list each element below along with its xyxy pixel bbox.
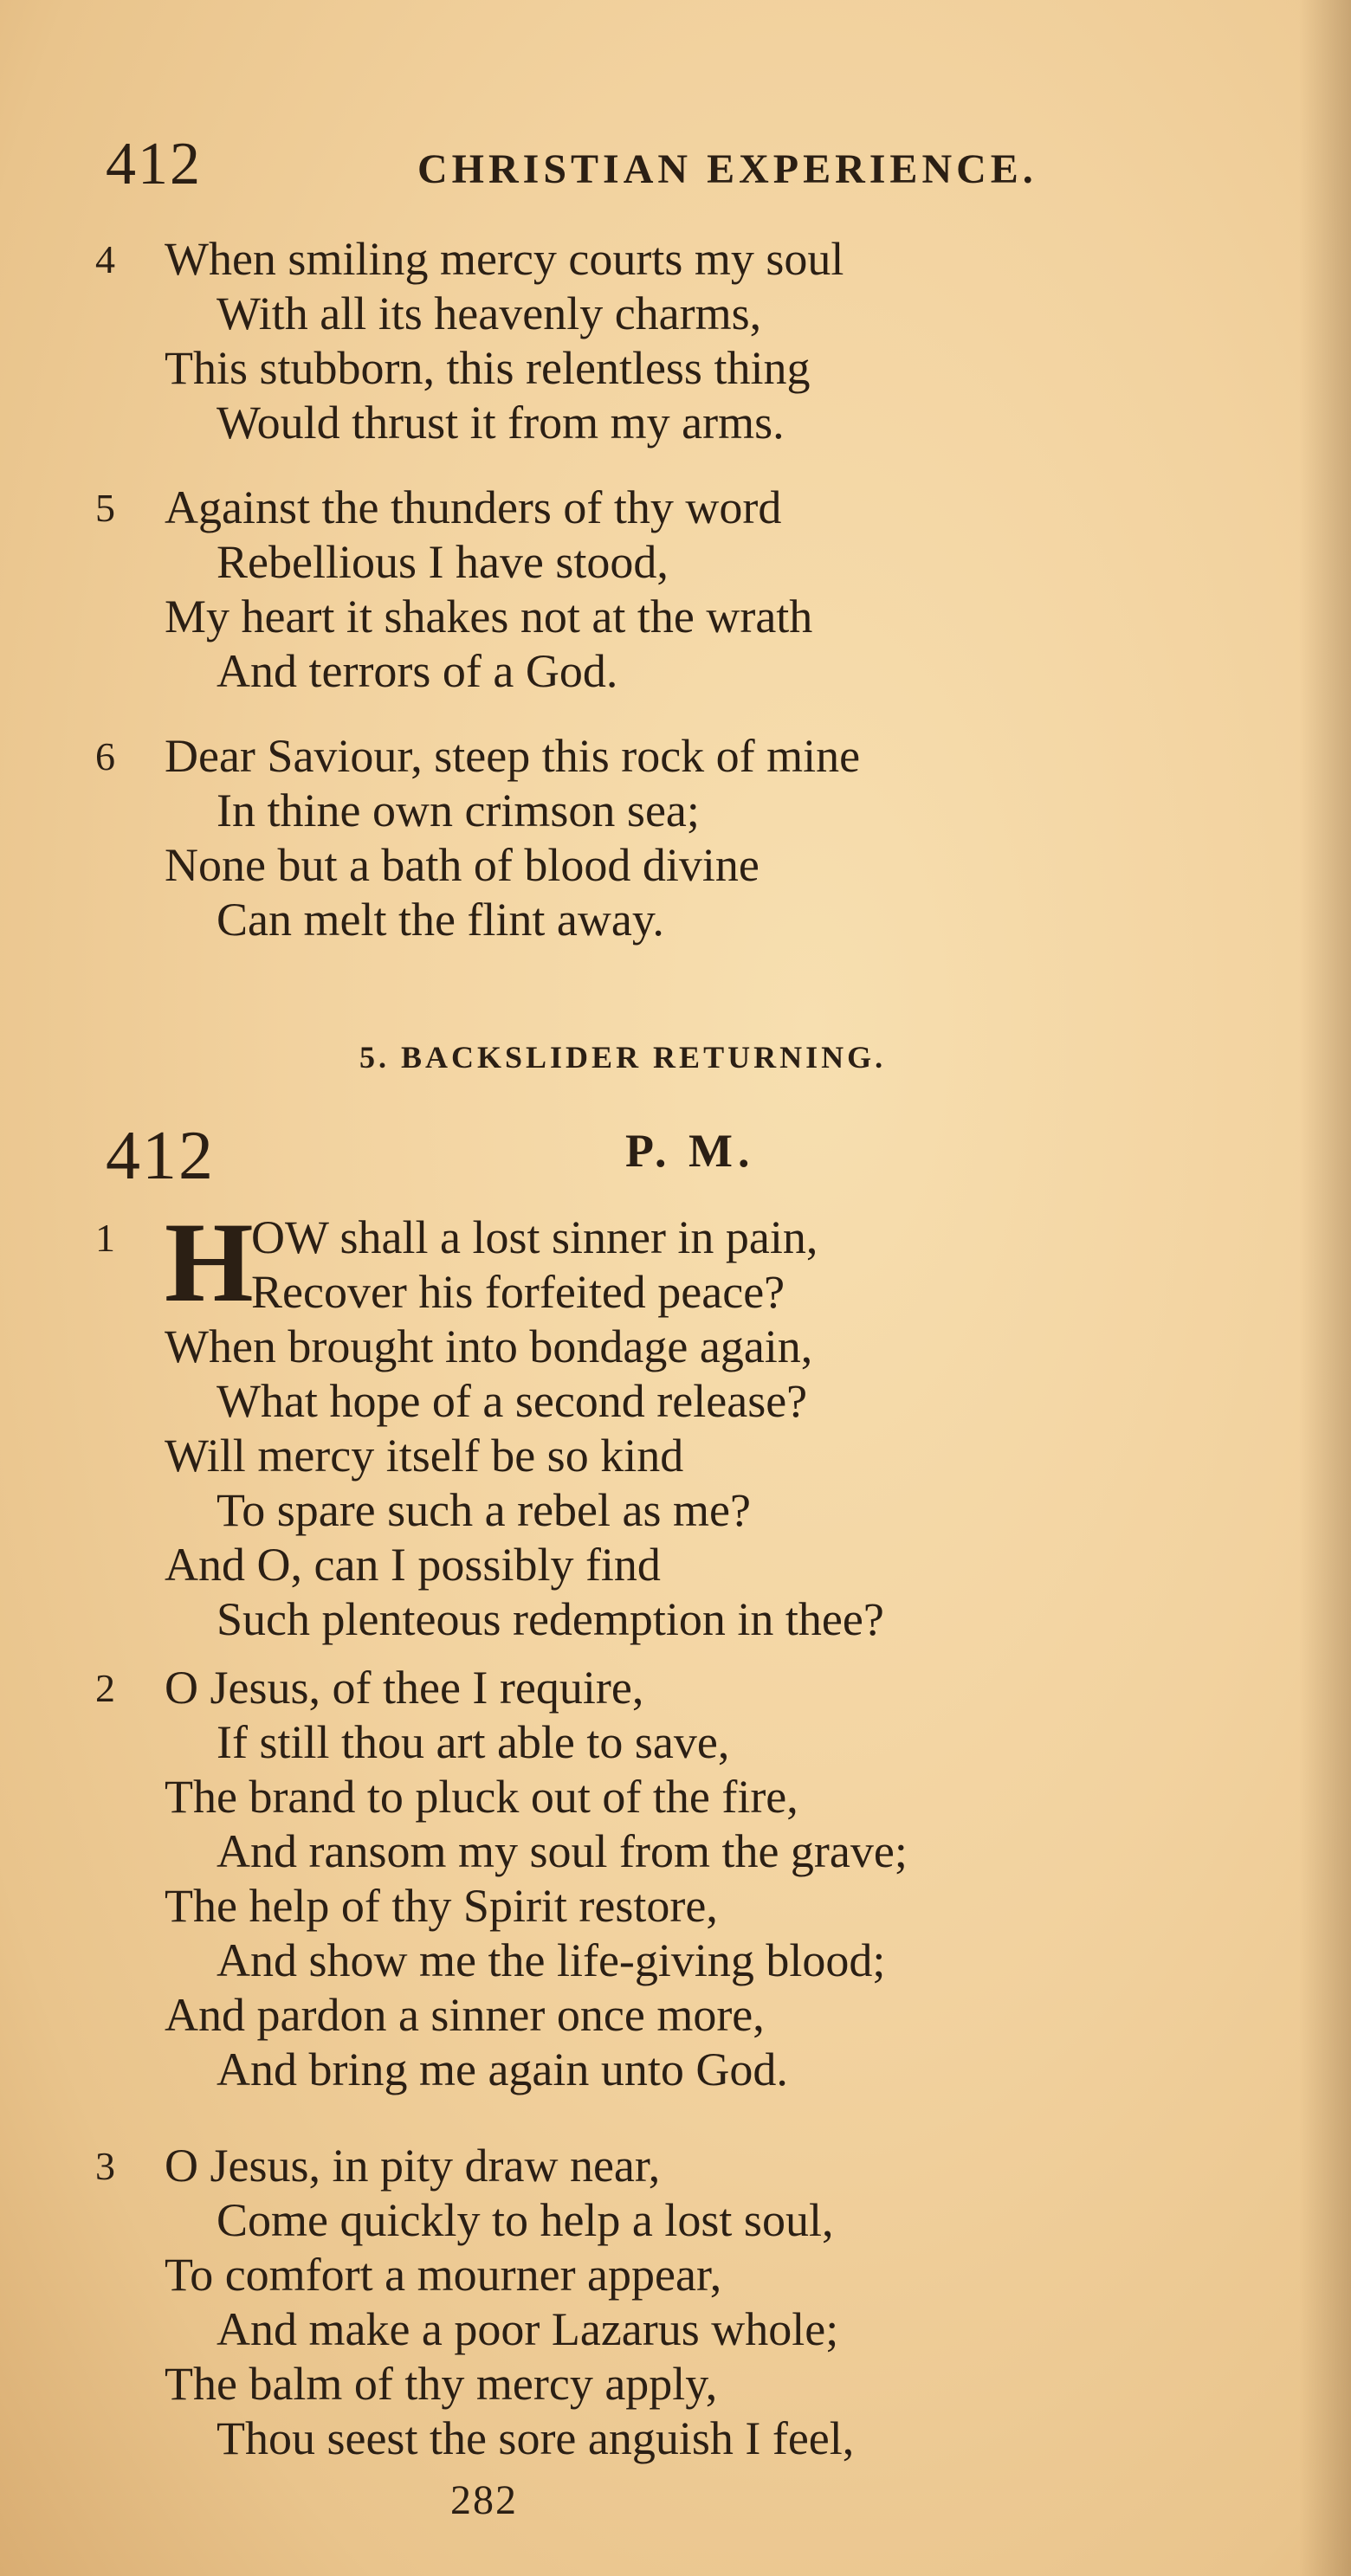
verse-line: And show me the life-giving blood; xyxy=(217,1934,886,1986)
verse-line: And O, can I possibly find xyxy=(165,1539,661,1591)
verse-line: The balm of thy mercy apply, xyxy=(165,2358,718,2410)
page-edge-shadow xyxy=(1299,0,1351,2576)
verse-line: If still thou art able to save, xyxy=(217,1716,730,1768)
verse-line: What hope of a second release? xyxy=(217,1375,808,1427)
verse-line: None but a bath of blood divine xyxy=(165,839,760,891)
verse-line: When brought into bondage again, xyxy=(165,1320,813,1372)
verse-line: Rebellious I have stood, xyxy=(217,536,669,588)
stanza-number: 5 xyxy=(95,486,115,530)
running-title: CHRISTIAN EXPERIENCE. xyxy=(417,146,1037,192)
drop-cap: H xyxy=(165,1198,254,1326)
verse-line: The help of thy Spirit restore, xyxy=(165,1880,718,1932)
verse-line: To spare such a rebel as me? xyxy=(217,1484,751,1536)
stanza-number: 1 xyxy=(95,1216,115,1260)
verse-line: Come quickly to help a lost soul, xyxy=(217,2194,834,2246)
verse-line: In thine own crimson sea; xyxy=(217,784,700,836)
verse-line: And make a poor Lazarus whole; xyxy=(217,2303,839,2355)
stanza-number: 6 xyxy=(95,734,115,778)
section-heading: 5. BACKSLIDER RETURNING. xyxy=(359,1040,887,1075)
verse-line: Dear Saviour, steep this rock of mine xyxy=(165,730,861,782)
verse-line: When smiling mercy courts my soul xyxy=(165,233,844,285)
verse-line: The brand to pluck out of the fire, xyxy=(165,1771,798,1823)
hymn-number: 412 xyxy=(106,1118,215,1194)
verse-line: O Jesus, of thee I require, xyxy=(165,1662,644,1714)
verse-line: And bring me again unto God. xyxy=(217,2043,788,2095)
verse-line: To comfort a mourner appear, xyxy=(165,2249,722,2301)
verse-line: And ransom my soul from the grave; xyxy=(217,1825,908,1877)
verse-line: Will mercy itself be so kind xyxy=(165,1430,684,1482)
page-header xyxy=(106,130,1076,208)
verse-line: With all its heavenly charms, xyxy=(217,287,762,339)
page-number: 412 xyxy=(106,131,202,197)
verse-line: My heart it shakes not at the wrath xyxy=(165,591,813,642)
stanza-number: 2 xyxy=(95,1666,115,1710)
verse-line: Would thrust it from my arms. xyxy=(217,397,785,449)
verse-line: Such plenteous redemption in thee? xyxy=(217,1593,884,1645)
verse-line: Recover his forfeited peace? xyxy=(251,1266,785,1318)
verse-line: Thou seest the sore anguish I feel, xyxy=(217,2412,855,2464)
hymn-meter: P. M. xyxy=(625,1125,755,1177)
verse-line: OW shall a lost sinner in pain, xyxy=(251,1211,818,1263)
folio-number: 282 xyxy=(450,2477,518,2523)
verse-line: Against the thunders of thy word xyxy=(165,481,782,533)
verse-line: And terrors of a God. xyxy=(217,645,618,697)
verse-line: O Jesus, in pity draw near, xyxy=(165,2140,661,2192)
stanza-number: 4 xyxy=(95,237,115,281)
verse-line: This stubborn, this relentless thing xyxy=(165,342,811,394)
verse-line: Can melt the flint away. xyxy=(217,894,664,946)
hymn-heading xyxy=(106,1117,885,1195)
verse-line: And pardon a sinner once more, xyxy=(165,1989,765,2041)
stanza-number: 3 xyxy=(95,2144,115,2188)
